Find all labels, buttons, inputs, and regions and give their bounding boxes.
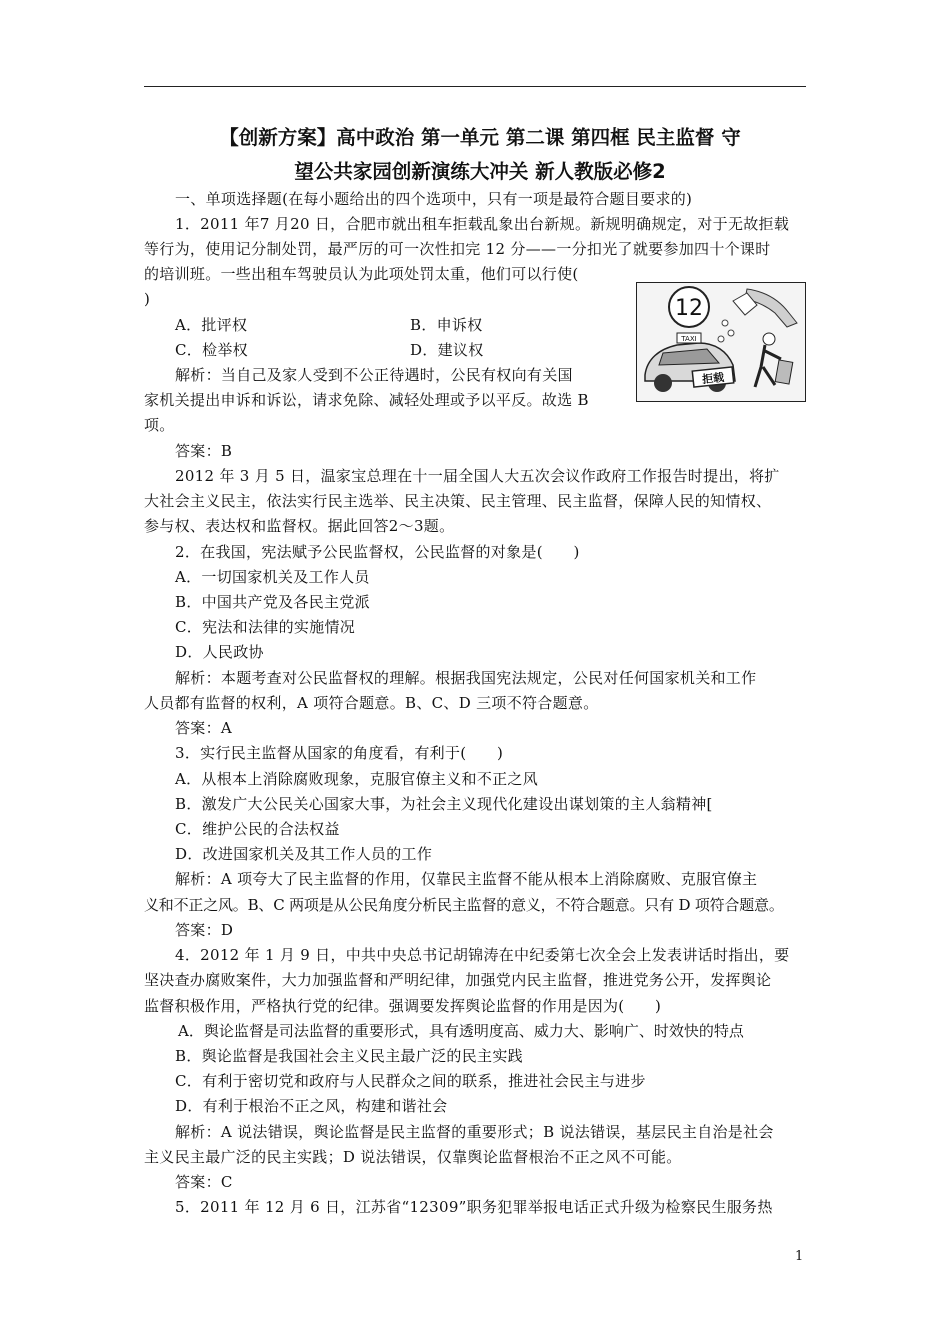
refuse-label: 拒载 [701,370,725,387]
question-1-line-4: ) [144,290,151,308]
analysis-4-line-1: 解析：A 说法错误，舆论监督是民主监督的重要形式；B 说法错误，基层民主自治是社会 [175,1123,774,1141]
taxi-cartoon-image [636,282,806,402]
taxi-roof-label: TAXI [681,335,697,343]
question-1-line-1: 1．2011 年7 月20 日，合肥市就出租车拒载乱象出台新规。新规明确规定，对于无故拒载 [175,215,790,233]
option-1c: C．检举权 [175,341,248,359]
option-2d: D．人民政协 [175,643,264,661]
answer-2: 答案：A [175,719,233,737]
option-3a: A．从根本上消除腐败现象，克服官僚主义和不正之风 [175,770,539,788]
passage-line-1: 2012 年 3 月 5 日，温家宝总理在十一届全国人大五次会议作政府工作报告时提出，将扩 [175,467,780,485]
analysis-3-line-1: 解析：A 项夸大了民主监督的作用，仅靠民主监督不能从根本上消除腐败、克服官僚主 [175,870,758,888]
option-2b: B．中国共产党及各民主党派 [175,593,370,611]
question-4-line-3: 监督积极作用，严格执行党的纪律。强调要发挥舆论监督的作用是因为( ) [144,997,662,1015]
analysis-1-line-2: 家机关提出申诉和诉讼，请求免除、减轻处理或予以平反。故选 B [144,391,589,409]
analysis-1-line-3: 项。 [144,416,175,434]
option-2c: C．宪法和法律的实施情况 [175,618,356,636]
option-4d: D．有利于根治不正之风，构建和谐社会 [175,1097,448,1115]
option-1a: A．批评权 [175,316,248,334]
document-title-line-1: 【创新方案】高中政治 第一单元 第二课 第四框 民主监督 守 [219,126,741,149]
analysis-4-line-2: 主义民主最广泛的民主实践；D 说法错误，仅靠舆论监督根治不正之风不可能。 [144,1148,682,1166]
header-rule [144,86,806,87]
analysis-1-line-1: 解析：当自己及家人受到不公正待遇时，公民有权向有关国 [175,366,573,384]
taxi-cartoon-drawing [637,283,806,402]
points-sign-number: 12 [675,296,703,321]
option-4a: A．舆论监督是司法监督的重要形式，具有透明度高、威力大、影响广、时效快的特点 [178,1022,744,1040]
document-title-line-2: 望公共家园创新演练大冲关 新人教版必修2 [294,160,666,183]
question-3: 3．实行民主监督从国家的角度看，有利于( ) [175,744,504,762]
analysis-2-line-2: 人员都有监督的权利，A 项符合题意。B、C、D 三项不符合题意。 [144,694,599,712]
page-number: 1 [795,1249,804,1264]
passage-line-3: 参与权、表达权和监督权。据此回答2～3题。 [144,517,455,535]
option-4b: B．舆论监督是我国社会主义民主最广泛的民主实践 [175,1047,523,1065]
section-heading: 一、单项选择题(在每小题给出的四个选项中，只有一项是最符合题目要求的) [175,190,693,208]
answer-3: 答案：D [175,921,234,939]
question-1-line-3: 的培训班。一些出租车驾驶员认为此项处罚太重，他们可以行使( [144,265,579,283]
option-3d: D．改进国家机关及其工作人员的工作 [175,845,433,863]
analysis-3-line-2: 义和不正之风。B、C 两项是从公民角度分析民主监督的意义，不符合题意。只有 D 项符合题意。 [144,896,784,914]
option-1d: D．建议权 [410,341,484,359]
analysis-2-line-1: 解析：本题考查对公民监督权的理解。根据我国宪法规定，公民对任何国家机关和工作 [175,669,757,687]
question-5-line-1: 5．2011 年 12 月 6 日，江苏省“12309”职务犯罪举报电话正式升级为检察民生服务热 [175,1198,773,1216]
answer-4: 答案：C [175,1173,233,1191]
option-3b: B．激发广大公民关心国家大事，为社会主义现代化建设出谋划策的主人翁精神[ [175,795,713,813]
option-3c: C．维护公民的合法权益 [175,820,340,838]
question-2: 2．在我国，宪法赋予公民监督权，公民监督的对象是( ) [175,543,580,561]
passage-line-2: 大社会主义民主，依法实行民主选举、民主决策、民主管理、民主监督，保障人民的知情权、 [144,492,772,510]
question-4-line-1: 4．2012 年 1 月 9 日，中共中央总书记胡锦涛在中纪委第七次全会上发表讲话时指出，要 [175,946,790,964]
question-1-line-2: 等行为，使用记分制处罚，最严厉的可一次性扣完 12 分——一分扣光了就要参加四十个课时 [144,240,771,258]
question-4-line-2: 坚决查办腐败案件，大力加强监督和严明纪律，加强党内民主监督，推进党务公开，发挥舆论 [144,971,772,989]
answer-1: 答案：B [175,442,233,460]
option-2a: A．一切国家机关及工作人员 [175,568,370,586]
option-4c: C．有利于密切党和政府与人民群众之间的联系，推进社会民主与进步 [175,1072,646,1090]
option-1b: B．申诉权 [410,316,483,334]
